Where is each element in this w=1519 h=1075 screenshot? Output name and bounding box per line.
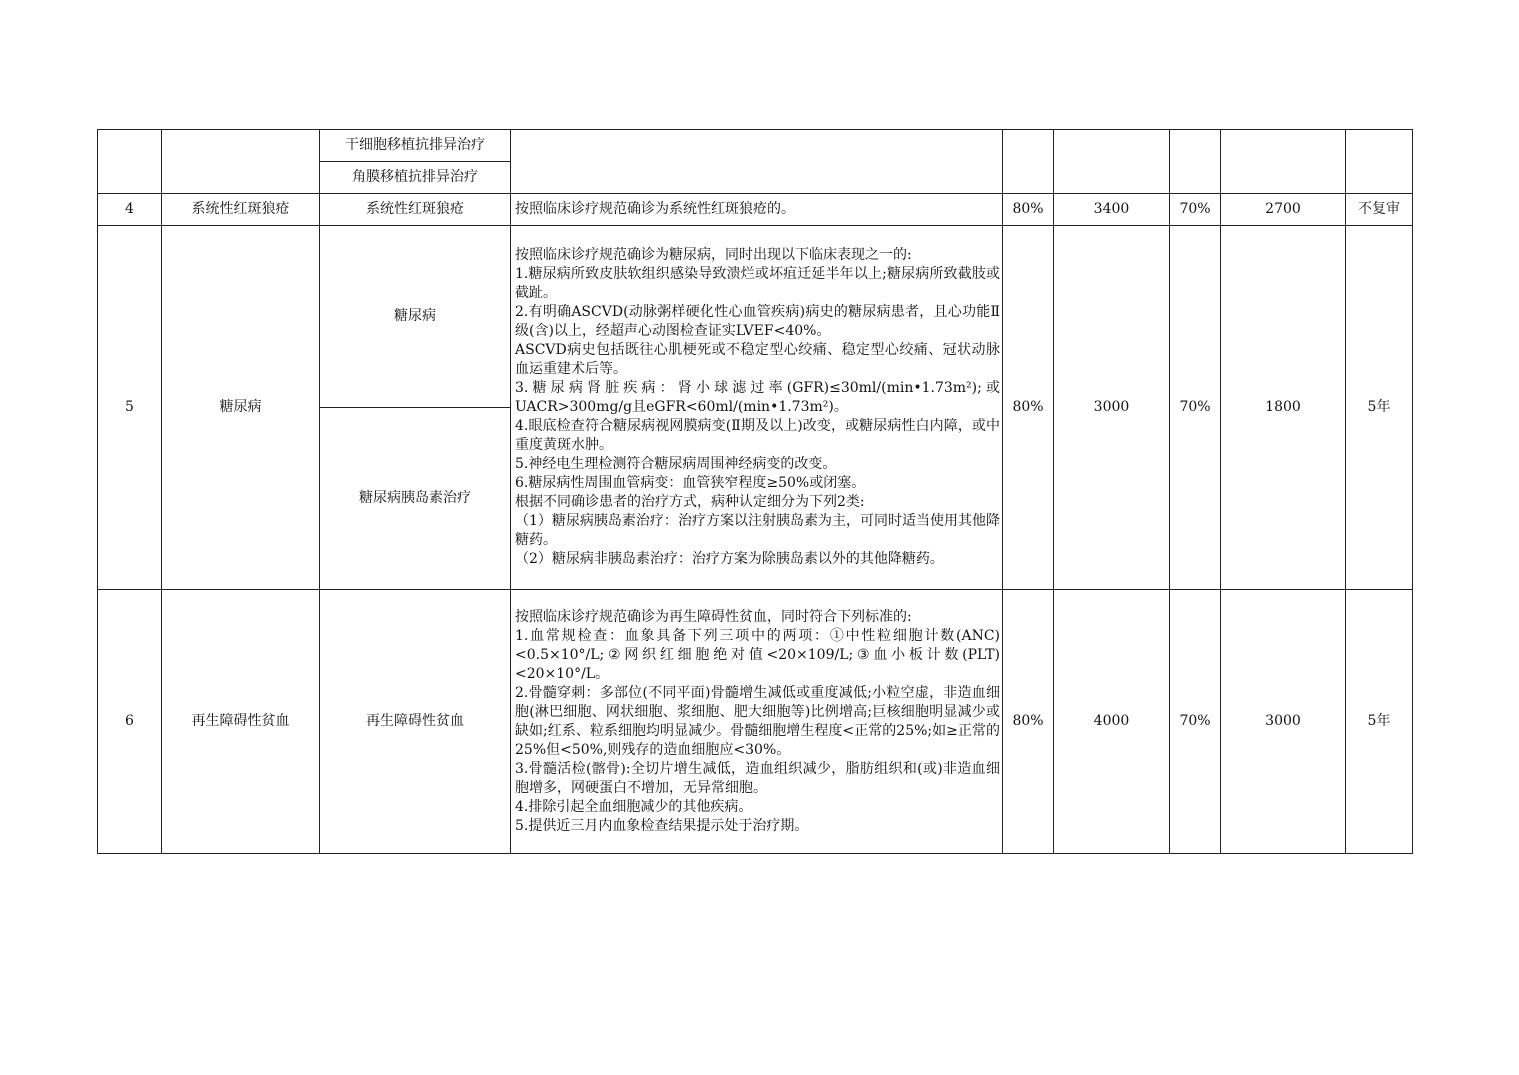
cell-amount1: 3000 [1054,226,1170,590]
continuation-row [98,130,1413,162]
cell-amount2: 1800 [1221,226,1346,590]
criteria-line: 1.血常规检查：血象具备下列三项中的两项：①中性粒细胞计数(ANC)<0.5×10°/L;②网织红细胞绝对值<20×109/L;③血小板计数(PLT)<20×10°/L。 [515,627,1000,682]
cell-criteria [511,130,1003,194]
cell-review: 5年 [1346,226,1413,590]
cell-ratio1: 80% [1003,194,1054,226]
criteria-line: 根据不同确诊患者的治疗方式，病种认定细分为下列2类: [515,494,865,510]
criteria-line: 6.糖尿病性周围血管病变：血管狭窄程度≥50%或闭塞。 [515,475,866,491]
cell-ratio2: 70% [1170,194,1221,226]
cell-ratio2: 70% [1170,226,1221,590]
criteria-line: ASCVD病史包括既往心肌梗死或不稳定型心绞痛、稳定型心绞痛、冠状动脉血运重建术后等。 [515,342,1000,377]
cell-disease: 再生障碍性贫血 [162,590,320,854]
criteria-line: 5.提供近三月内血象检查结果提示处于治疗期。 [515,817,809,834]
cell-review: 5年 [1346,590,1413,854]
criteria-line: 2.骨髓穿刺：多部位(不同平面)骨髓增生减低或重度减低;小粒空虚，非造血细胞(淋巴细胞、网状细胞、浆细胞、肥大细胞等)比例增高;巨核细胞明显减少或缺如;红系、粒系细胞均明显减少。骨髓细胞增生程度<正常的25%;如≥正常的25%但<50%,则残存的造血细胞应<30%。 [515,684,1000,758]
cell-disease: 系统性红斑狼疮 [162,194,320,226]
criteria-line: 3.骨髓活检(髂骨):全切片增生减低，造血组织减少，脂肪组织和(或)非造血细胞增多，网硬蛋白不增加，无异常细胞。 [515,760,1000,796]
cell-no: 5 [98,226,162,590]
cell-subtype: 角膜移植抗排异治疗 [320,162,511,194]
cell-review: 不复审 [1346,194,1413,226]
cell-amount2: 2700 [1221,194,1346,226]
cell-ratio1: 80% [1003,590,1054,854]
cell-ratio1: 80% [1003,226,1054,590]
cell-amount1: 4000 [1054,590,1170,854]
criteria-line: 按照临床诊疗规范确诊为糖尿病，同时出现以下临床表现之一的: [515,247,912,263]
criteria-line: 4.眼底检查符合糖尿病视网膜病变(Ⅱ期及以上)改变，或糖尿病性白内障，或中重度黄斑水肿。 [515,418,1000,453]
cell-criteria [511,226,1003,590]
cell-no [98,130,162,194]
criteria-line: （2）糖尿病非胰岛素治疗：治疗方案为除胰岛素以外的其他降糖药。 [515,551,944,567]
cell-ratio1 [1003,130,1054,194]
table-row [98,194,1413,226]
cell-amount2: 3000 [1221,590,1346,854]
criteria-line: 4.排除引起全血细胞减少的其他疾病。 [515,798,753,815]
cell-amount2 [1221,130,1346,194]
cell-subtype: 糖尿病胰岛素治疗 [320,408,511,590]
cell-criteria [511,590,1003,854]
cell-subtype: 糖尿病 [320,226,511,408]
criteria-line: 2.有明确ASCVD(动脉粥样硬化性心血管疾病)病史的糖尿病患者，且心功能Ⅱ级(含)以上，经超声心动图检查证实LVEF<40%。 [515,304,1000,339]
cell-no: 6 [98,590,162,854]
cell-subtype: 系统性红斑狼疮 [320,194,511,226]
criteria-line: （1）糖尿病胰岛素治疗：治疗方案以注射胰岛素为主，可同时适当使用其他降糖药。 [515,513,1000,548]
disease-table [97,129,1413,854]
criteria-line: 按照临床诊疗规范确诊为系统性红斑狼疮的。 [515,201,795,217]
cell-subtype: 再生障碍性贫血 [320,590,511,854]
table-row [98,590,1413,854]
cell-amount1: 3400 [1054,194,1170,226]
cell-ratio2: 70% [1170,590,1221,854]
cell-no: 4 [98,194,162,226]
table-row [98,226,1413,408]
criteria-line: 按照临床诊疗规范确诊为再生障碍性贫血，同时符合下列标准的: [515,608,912,625]
cell-ratio2 [1170,130,1221,194]
cell-disease: 糖尿病 [162,226,320,590]
cell-review [1346,130,1413,194]
criteria-line: 3.糖尿病肾脏疾病：肾小球滤过率(GFR)≤30ml/(min•1.73m²);或UACR>300mg/g且eGFR<60ml/(min•1.73m²)。 [515,380,1000,415]
cell-amount1 [1054,130,1170,194]
criteria-line: 1.糖尿病所致皮肤软组织感染导致溃烂或坏疽迁延半年以上;糖尿病所致截肢或截趾。 [515,266,1000,301]
cell-disease [162,130,320,194]
cell-criteria [511,194,1003,226]
criteria-line: 5.神经电生理检测符合糖尿病周围神经病变的改变。 [515,456,837,472]
cell-subtype: 干细胞移植抗排异治疗 [320,130,511,162]
